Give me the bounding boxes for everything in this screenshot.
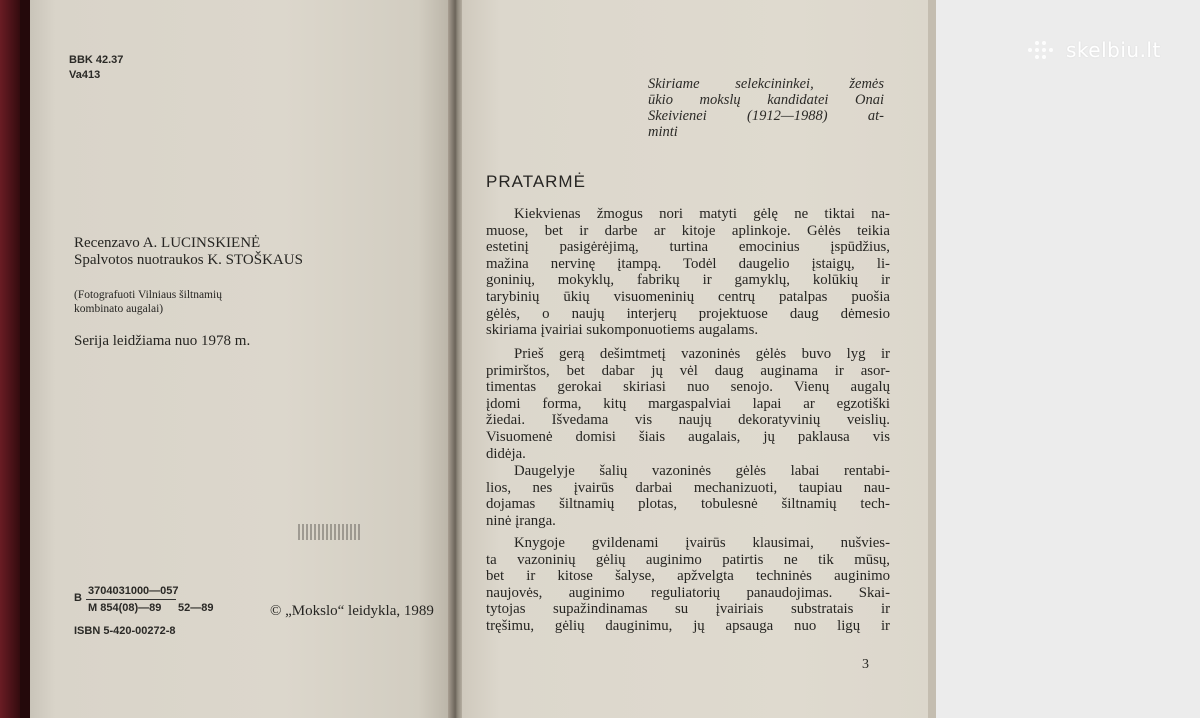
- section-heading: PRATARMĖ: [486, 172, 586, 191]
- text-line: didėja.: [486, 445, 526, 462]
- isbn: ISBN 5-420-00272-8: [74, 625, 176, 637]
- book-cover-spine-shadow: [20, 0, 30, 718]
- text-line: įdomi forma, kitų margaspalviai lapai ar egzotiški: [486, 395, 890, 412]
- text-line: mažina nervinę įtampą. Todėl daugelio įstaigų, li-: [486, 255, 890, 272]
- text-line: Knygoje gvildenami įvairūs klausimai, nušvies-: [514, 535, 890, 551]
- text-line: Prieš gerą dešimtmetį vazoninės gėlės buvo lyg ir: [514, 346, 890, 362]
- watermark: [1028, 38, 1161, 62]
- text-line: Visuomenė domisi šiais augalais, jų paklausa vis: [486, 428, 890, 445]
- text-line: dojamas šiltnamių plotas, tobulesnė šiltnamių tech-: [486, 496, 890, 513]
- dedication-line: Skeivienei (1912—1988) at-: [648, 108, 884, 124]
- paragraph-1: [486, 206, 890, 339]
- text-line: muose, bet ir darbe ar kitoje aplinkoje. Gėlės teikia: [486, 222, 890, 239]
- photo-note-line-2: kombinato augalai): [74, 303, 164, 315]
- text-line: tręšimu, gėlių dauginimu, jų apsauga nuo ligų ir: [486, 617, 890, 634]
- watermark-text: skelbiu.lt: [1066, 38, 1161, 62]
- text-line: gėlės, o naujų interjerų projektuose daug dėmesio: [486, 305, 890, 322]
- background-surface: [935, 0, 1200, 718]
- text-line: timentas gerokai skiriasi nuo senojo. Vienų augalų: [486, 379, 890, 396]
- series-note: Serija leidžiama nuo 1978 m.: [74, 333, 251, 349]
- text-line: lios, nes įvairūs darbai mechanizuoti, taupiau nau-: [486, 479, 890, 496]
- dedication: [648, 76, 884, 140]
- catalog-code-suffix: 52—89: [178, 602, 214, 614]
- text-line: bet ir kitose šalyse, apžvelgta techninės auginimo: [486, 568, 890, 585]
- ink-stamp-mark: [298, 524, 360, 540]
- text-line: Kiekvienas žmogus nori matyti gėlę ne tiktai na-: [514, 206, 890, 222]
- bbk-subcode: Va413: [69, 69, 101, 81]
- text-line: naujovės, auginimo reguliatorių panaudojimas. Skai-: [486, 584, 890, 601]
- text-line: tarybinių ūkių visuomeninių centrų patalpas puošia: [486, 288, 890, 305]
- text-line: primirštos, bet dabar jų vėl daug auginama ir asor-: [486, 362, 890, 379]
- text-line: Daugelyje šalių vazoninės gėlės labai rentabi-: [514, 463, 890, 479]
- paragraph-3: [486, 463, 890, 529]
- text-line: tytojas supažindinamas su įvairiais substratais ir: [486, 601, 890, 618]
- dedication-line: ūkio mokslų kandidatei Onai: [648, 92, 884, 108]
- dedication-line: minti: [648, 124, 678, 140]
- paragraph-2: [486, 346, 890, 462]
- text-line: ta vazoninių gėlių auginimo patirtis ne tik mūsų,: [486, 551, 890, 568]
- right-page-edge: [928, 0, 936, 718]
- paragraph-4: [486, 535, 890, 635]
- copyright-notice: © „Mokslo“ leidykla, 1989: [270, 603, 434, 619]
- reviewer-credit: Recenzavo A. LUCINSKIENĖ: [74, 235, 261, 251]
- text-line: goninių, mokyklų, fabrikų ir gamyklų, kolūkių ir: [486, 272, 890, 289]
- catalog-code-line-2: M 854(08)—89: [88, 602, 162, 614]
- bbk-code: BBK 42.37: [69, 54, 124, 66]
- dots-grid-icon: [1028, 41, 1058, 59]
- text-line: estetinį pasigėrėjimą, turtina emocinius įspūdžius,: [486, 239, 890, 256]
- fraction-line: [86, 599, 176, 600]
- photographer-credit: Spalvotos nuotraukos K. STOŠKAUS: [74, 252, 303, 268]
- text-line: skiriama įvairiai sukomponuotiems augalams.: [486, 322, 759, 339]
- catalog-code-line-1: 3704031000—057: [88, 585, 179, 597]
- dedication-line: Skiriame selekcininkei, žemės: [648, 76, 884, 92]
- text-line: ninė įranga.: [486, 512, 556, 529]
- photo-note-line-1: (Fotografuoti Vilniaus šiltnamių: [74, 289, 222, 301]
- catalog-code-prefix: B: [74, 592, 82, 604]
- page-number: 3: [862, 657, 869, 672]
- text-line: žiedai. Išvedama vis naujų dekoratyvinių veislių.: [486, 412, 890, 429]
